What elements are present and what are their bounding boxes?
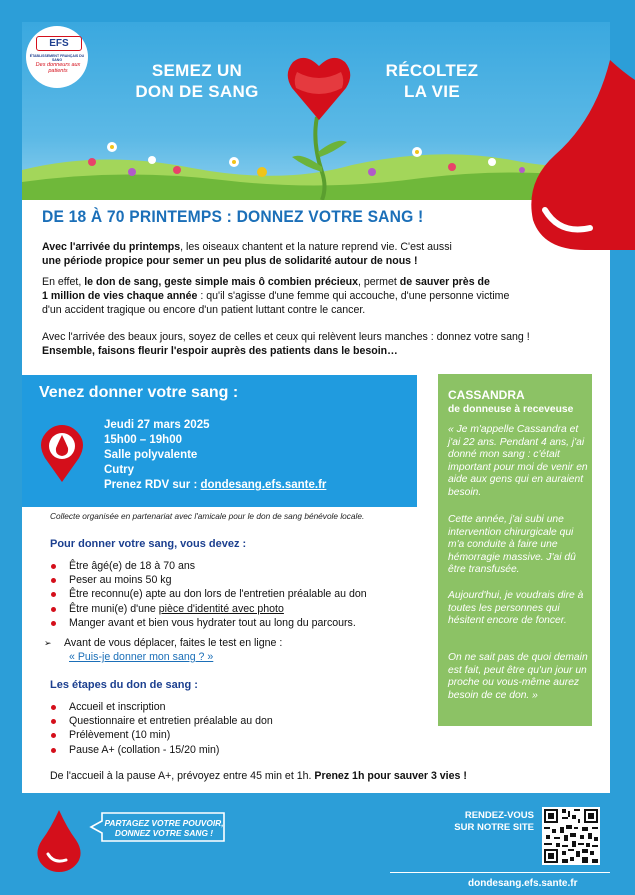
footer-website-link[interactable]: dondesang.efs.sante.fr [468,878,578,889]
intro-paragraph-2: En effet, le don de sang, geste simple mais ô combien précieux, permet de sauver près de 1 million de vies chaque année : qu'il s'agisse d'une femme qui accouche, d'une personne victime d'un accident tragique ou encore d'un patient luttant contre le cancer. [42,276,510,316]
list-item: Peser au moins 50 kg [48,573,367,587]
appointment-hours: 15h00 – 19h00 [104,434,183,446]
steps-title: Les étapes du don de sang : [50,679,198,691]
qr-code-icon[interactable] [542,807,600,865]
efs-logo: EFS ÉTABLISSEMENT FRANÇAIS DU SANG Des donneurs aux patients [22,22,94,92]
intro-paragraph-3: Avec l'arrivée des beaux jours, soyez de celles et ceux qui relèvent leurs manches : donnez votre sang ! Ensemble, faisons fleurir l'espoir auprès des patients dans le besoin… [42,331,530,357]
eligibility-test-link[interactable]: « Puis-je donner mon sang ? » [69,651,214,663]
heart-icon [287,50,351,122]
id-document-link: pièce d'identité avec photo [158,602,284,615]
list-item: Accueil et inscription [48,700,273,714]
conditions-list [48,559,367,630]
testimony-paragraph: Aujourd'hui, je voudrais dire à toutes les personnes qui hésitent encore de foncer. [448,590,584,627]
slogan-left: SEMEZ UN DON DE SANG [135,61,259,101]
blood-drop-icon [36,810,82,872]
list-item: Prélèvement (10 min) [48,728,273,742]
slogan-right: RÉCOLTEZ LA VIE [385,61,479,101]
headline: DE 18 À 70 PRINTEMPS : DONNEZ VOTRE SANG ! [42,207,424,226]
blood-drop-icon [515,60,635,250]
list-item: Manger avant et bien vous hydrater tout au long du parcours. [48,616,367,630]
conditions-title: Pour donner votre sang, vous devez : [50,538,247,550]
testimony-box [438,374,592,726]
testimony-paragraph: On ne sait pas de quoi demain est fait, peut être qu'un jour un proche ou vous-même aurez besoin de ce don. » [448,652,588,701]
partnership-note: Collecte organisée en partenariat avec l'amicale pour le don de sang bénévole locale. [50,511,365,521]
map-pin-icon [39,424,85,482]
footer-divider [390,872,610,873]
appointment-title: Venez donner votre sang : [39,384,239,401]
testimony-name: CASSANDRA [448,388,525,402]
list-item: Être muni(e) d'une pièce d'identité avec photo [48,602,367,616]
website-callout: RENDEZ-VOUS SUR NOTRE SITE [454,810,534,833]
appointment-city: Cutry [104,464,135,476]
appointment-date: Jeudi 27 mars 2025 [104,419,210,431]
testimony-paragraph: « Je m'appelle Cassandra et j'ai 22 ans. Pendant 4 ans, j'ai donné mon sang : c'était important pour moi de venir en aide aux gens qui en auraient besoin. [448,424,588,498]
appointment-box [22,375,417,507]
steps-list [48,700,273,757]
duration-text: De l'accueil à la pause A+, prévoyez entre 45 min et 1h. Prenez 1h pour sauver 3 vies ! [50,770,467,782]
booking-link[interactable]: dondesang.efs.sante.fr [200,479,327,491]
list-item: Être reconnu(e) apte au don lors de l'entretien préalable au don [48,587,367,601]
appointment-place: Salle polyvalente [104,449,198,461]
testimony-paragraph: Cette année, j'ai subi une intervention chirurgicale qui m'a conduite à faire une hémorragie massive. J'ai dû être transfusée. [448,514,576,576]
online-test: ➢ Avant de vous déplacer, faites le test en ligne : « Puis-je donner mon sang ? » [44,637,283,663]
appointment-details: Jeudi 27 mars 2025 15h00 – 19h00 Salle polyvalente Cutry Prenez RDV sur : dondesang.efs.sante.fr [104,419,327,491]
testimony-subtitle: de donneuse à receveuse [448,404,574,415]
list-item: Être âgé(e) de 18 à 70 ans [48,559,367,573]
intro-paragraph-1: Avec l'arrivée du printemps, les oiseaux chantent et la nature reprend vie. C'est aussi une période propice pour semer un peu plus de solidarité autour de nous ! [42,241,452,267]
footer-slogan: PARTAGEZ VOTRE POUVOIR, DONNEZ VOTRE SANG ! [104,818,224,838]
list-item: Questionnaire et entretien préalable au don [48,714,273,728]
list-item: Pause A+ (collation - 15/20 min) [48,743,273,757]
